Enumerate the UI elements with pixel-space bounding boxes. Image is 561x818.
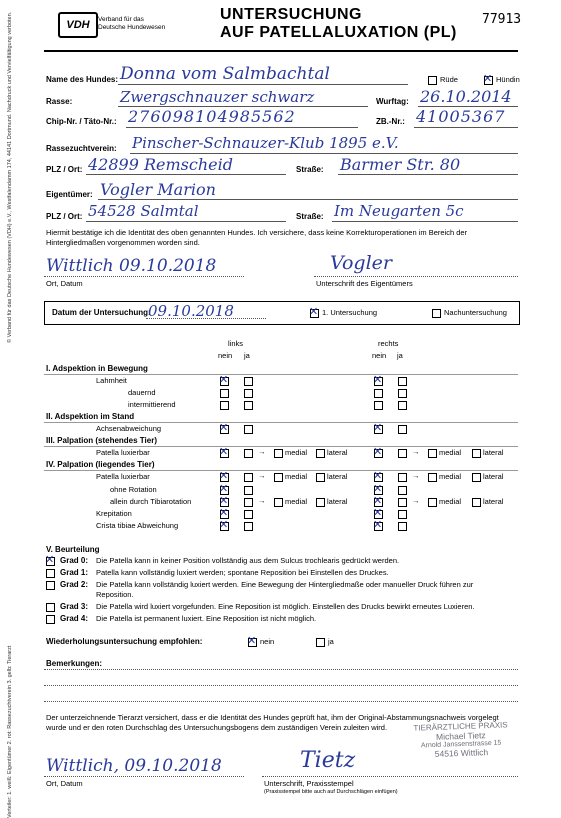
left-standing-medial-label: medial — [285, 448, 308, 457]
exam-date-line — [146, 318, 266, 319]
left-tibia-medial-checkbox[interactable] — [274, 498, 283, 507]
zb-line — [414, 127, 518, 128]
right-standing-lateral-label: lateral — [483, 448, 504, 457]
right-lying-arrow: → — [412, 471, 420, 480]
repeat-no-label: nein — [260, 637, 275, 646]
right-standing-lateral-checkbox[interactable] — [472, 449, 481, 458]
owner-signature-label: Unterschrift des Eigentümers — [316, 279, 413, 288]
right-lameness-no[interactable] — [374, 377, 383, 386]
left-tibia-lateral-label: lateral — [327, 497, 348, 506]
left-tibia-medial-label: medial — [285, 497, 308, 506]
grade-3-checkbox[interactable] — [46, 603, 55, 612]
owner-street-value: Im Neugarten 5c — [334, 202, 464, 220]
header-rule — [44, 50, 518, 52]
followup-label: Nachuntersuchung — [444, 308, 507, 317]
crista-label: Crista tibiae Abweichung — [96, 521, 179, 530]
litter-label: Wurftag: — [376, 97, 409, 106]
left-standing-lateral-checkbox[interactable] — [316, 449, 325, 458]
club-street-value: Barmer Str. 80 — [340, 155, 461, 174]
org-line1: Verband für das — [98, 16, 144, 23]
section-4-rule — [44, 470, 518, 471]
grade-2-text-2: Reposition. — [96, 590, 134, 599]
repeat-label: Wiederholungsuntersuchung empfohlen: — [46, 637, 203, 646]
grade-3-label: Grad 3: — [60, 602, 89, 611]
dog-name-value: Donna vom Salmbachtal — [120, 64, 330, 84]
male-label: Rüde — [440, 75, 458, 84]
permanent-label: dauernd — [128, 388, 156, 397]
right-patella-lying-no[interactable] — [374, 473, 383, 482]
female-label: Hündin — [496, 75, 520, 84]
grade-4-checkbox[interactable] — [46, 615, 55, 624]
vet-signature-label: Unterschrift, Praxisstempel — [264, 779, 354, 788]
left-lying-lateral-checkbox[interactable] — [316, 473, 325, 482]
right-lameness-yes[interactable] — [398, 377, 407, 386]
owner-declaration: Hiermit bestätige ich die Identität des oben genannten Hundes. Ich versichere, dass keine Korrekturoperationen im Bereich der Hintergliedmaßen vorgenommen worden sind. — [46, 228, 468, 247]
club-label: Rassezuchtverein: — [46, 144, 117, 153]
vet-signature-hint: (Praxisstempel bitte auch auf Durchschlägen einfügen) — [264, 789, 398, 795]
left-patella-lying-yes[interactable] — [244, 473, 253, 482]
left-standing-arrow: → — [258, 447, 266, 456]
exam-date-value: 09.10.2018 — [148, 302, 234, 320]
left-patella-standing-no[interactable] — [220, 449, 229, 458]
grade-4-text: Die Patella ist permanent luxiert. Eine Reposition ist nicht möglich. — [96, 614, 317, 623]
right-crista-no[interactable] — [374, 522, 383, 531]
practice-stamp — [397, 720, 524, 760]
vet-signature-line — [262, 776, 518, 777]
left-patella-lying-no[interactable] — [220, 473, 229, 482]
left-axis-no[interactable] — [220, 425, 229, 434]
stamp-line3: Arnold Janssenstrasse 15 — [420, 739, 502, 750]
left-crepitation-yes[interactable] — [244, 510, 253, 519]
side-distribution: Verteiler: 1. weiß: Eigentümer 2. rot: Rassezuchtverein 3. gelb: Tierarzt — [7, 645, 13, 818]
right-standing-arrow: → — [412, 447, 420, 456]
right-yes-header: ja — [397, 351, 403, 360]
grade-0-label: Grad 0: — [60, 556, 89, 565]
left-tibia-rotation-yes[interactable] — [244, 498, 253, 507]
right-tibia-medial-checkbox[interactable] — [428, 498, 437, 507]
grade-1-label: Grad 1: — [60, 568, 89, 577]
right-standing-medial-label: medial — [439, 448, 462, 457]
breed-label: Rasse: — [46, 97, 73, 106]
club-plz-label: PLZ / Ort: — [46, 165, 83, 174]
remarks-line-3 — [44, 701, 518, 702]
followup-checkbox[interactable] — [432, 309, 441, 318]
side-copyright: © Verband für das Deutsche Hundewesen (VDH) e.V., Westfalendamm 174, 44141 Dortmund. Nachdruck und Vervielfältigung verboten. — [7, 11, 13, 343]
owner-label: Eigentümer: — [46, 190, 93, 199]
right-permanent-yes[interactable] — [398, 389, 407, 398]
right-permanent-no[interactable] — [374, 389, 383, 398]
left-lameness-yes[interactable] — [244, 377, 253, 386]
remarks-label: Bemerkungen: — [46, 659, 103, 668]
left-no-rotation-yes[interactable] — [244, 486, 253, 495]
left-lying-medial-label: medial — [285, 472, 308, 481]
right-patella-lying-yes[interactable] — [398, 473, 407, 482]
left-crista-no[interactable] — [220, 522, 229, 531]
left-patella-standing-yes[interactable] — [244, 449, 253, 458]
owner-signature: Vogler — [330, 252, 392, 274]
right-column-header: rechts — [378, 339, 399, 348]
right-crista-yes[interactable] — [398, 522, 407, 531]
club-value: Pinscher-Schnauzer-Klub 1895 e.V. — [132, 134, 399, 152]
grade-2-label: Grad 2: — [60, 580, 89, 589]
vet-place-date-value: Wittlich, 09.10.2018 — [46, 756, 222, 776]
section-1-title: I. Adspektion in Bewegung — [46, 364, 148, 373]
left-standing-medial-checkbox[interactable] — [274, 449, 283, 458]
vet-place-date-line — [44, 776, 244, 777]
owner-plz-line — [86, 221, 286, 222]
page-title-line2: AUF PATELLALUXATION (PL) — [220, 24, 457, 41]
right-standing-medial-checkbox[interactable] — [428, 449, 437, 458]
right-patella-standing-no[interactable] — [374, 449, 383, 458]
right-tibia-arrow: → — [412, 496, 420, 505]
left-lameness-no[interactable] — [220, 377, 229, 386]
crepitation-label: Krepitation — [96, 509, 132, 518]
breed-value: Zwergschnauzer schwarz — [120, 88, 315, 106]
club-street-line — [338, 174, 518, 175]
left-standing-lateral-label: lateral — [327, 448, 348, 457]
right-lying-lateral-checkbox[interactable] — [472, 473, 481, 482]
owner-signature-line — [314, 276, 518, 277]
left-no-header: nein — [218, 351, 233, 360]
right-crepitation-yes[interactable] — [398, 510, 407, 519]
dog-name-label: Name des Hundes: — [46, 75, 119, 84]
chip-label: Chip-Nr. / Täto-Nr.: — [46, 117, 117, 126]
vet-signature: Tietz — [300, 748, 356, 773]
grade-2-text-1: Die Patella kann vollständig luxiert werden. Eine Bewegung der Hintergliedmaße oder manueller Druck führen zur — [96, 580, 474, 589]
no-rotation-label: ohne Rotation — [110, 485, 157, 494]
stamp-line4: 54516 Wittlich — [434, 747, 489, 759]
grade-0-text: Die Patella kann in keiner Position vollständig aus dem Sulcus trochlearis gedrückt werden. — [96, 556, 400, 565]
owner-place-date-value: Wittlich 09.10.2018 — [46, 256, 217, 276]
litter-value: 26.10.2014 — [420, 87, 512, 106]
grade-3-text: Die Patella wird luxiert vorgefunden. Eine Reposition ist möglich. Einstellen des Drucks bewirkt erneutes Luxieren. — [96, 602, 475, 611]
club-plz-line — [86, 174, 286, 175]
intermittent-label: intermittierend — [128, 400, 176, 409]
right-intermittent-no[interactable] — [374, 401, 383, 410]
left-permanent-no[interactable] — [220, 389, 229, 398]
left-column-header: links — [228, 339, 244, 348]
right-tibia-lateral-label: lateral — [483, 497, 504, 506]
owner-plz-label: PLZ / Ort: — [46, 212, 83, 221]
right-intermittent-yes[interactable] — [398, 401, 407, 410]
left-lying-lateral-label: lateral — [327, 472, 348, 481]
vdh-logo — [58, 12, 98, 38]
right-no-rotation-yes[interactable] — [398, 486, 407, 495]
exam-date-label: Datum der Untersuchung: — [52, 308, 151, 317]
section-3-title: III. Palpation (stehendes Tier) — [46, 436, 157, 445]
left-lying-medial-checkbox[interactable] — [274, 473, 283, 482]
vet-place-date-label: Ort, Datum — [46, 779, 83, 788]
grade-0-checkbox[interactable] — [46, 557, 55, 566]
section-2-rule — [44, 422, 518, 423]
club-line — [130, 153, 518, 154]
owner-street-line — [332, 221, 518, 222]
club-plz-value: 42899 Remscheid — [88, 155, 233, 174]
vet-statement: Der unterzeichnende Tierarzt versichert, dass er die Identität des Hundes geprüft hat, ihm der Original-Abstammungsnachweis vorgelegt wurde und er den roten Durchschlag des Untersuchungsbogens dem zuständigen Verein zuleiten wird. — [46, 713, 499, 732]
club-street-label: Straße: — [296, 165, 324, 174]
stamp-line2: Michael Tietz — [435, 730, 486, 742]
stamp-line1: TIERÄRZTLICHE PRAXIS — [413, 720, 508, 733]
assessment-title: V. Beurteilung — [46, 545, 100, 554]
owner-place-date-line — [44, 276, 244, 277]
section-2-title: II. Adspektion im Stand — [46, 412, 135, 421]
right-axis-yes[interactable] — [398, 425, 407, 434]
left-axis-yes[interactable] — [244, 425, 253, 434]
left-crista-yes[interactable] — [244, 522, 253, 531]
axis-deviation-label: Achsenabweichung — [96, 424, 162, 433]
owner-place-date-label: Ort, Datum — [46, 279, 83, 288]
chip-value: 276098104985562 — [128, 107, 296, 126]
doc-number: 77913 — [482, 12, 522, 27]
left-tibia-lateral-checkbox[interactable] — [316, 498, 325, 507]
lameness-label: Lahmheit — [96, 376, 127, 385]
logo-text: VDH — [66, 19, 90, 31]
owner-street-label: Straße: — [296, 212, 324, 221]
grade-2-checkbox[interactable] — [46, 581, 55, 590]
right-lying-medial-label: medial — [439, 472, 462, 481]
first-exam-checkbox[interactable] — [310, 309, 319, 318]
repeat-yes-label: ja — [328, 637, 334, 646]
chip-line — [126, 127, 358, 128]
remarks-line-2 — [44, 685, 518, 686]
section-1-rule — [44, 374, 518, 375]
right-axis-no[interactable] — [374, 425, 383, 434]
grade-4-label: Grad 4: — [60, 614, 89, 623]
owner-value: Vogler Marion — [100, 180, 216, 199]
grade-1-checkbox[interactable] — [46, 569, 55, 578]
left-lying-arrow: → — [258, 471, 266, 480]
org-line2: Deutsche Hundewesen — [98, 24, 166, 31]
male-checkbox[interactable] — [428, 76, 437, 85]
right-tibia-medial-label: medial — [439, 497, 462, 506]
repeat-no-checkbox[interactable] — [248, 638, 257, 647]
left-permanent-yes[interactable] — [244, 389, 253, 398]
left-intermittent-no[interactable] — [220, 401, 229, 410]
patella-lying-label: Patella luxierbar — [96, 472, 150, 481]
zb-label: ZB.-Nr.: — [376, 117, 405, 126]
first-exam-label: 1. Untersuchung — [322, 308, 378, 317]
remarks-line-1 — [44, 669, 518, 670]
patella-standing-label: Patella luxierbar — [96, 448, 150, 457]
section-3-rule — [44, 446, 518, 447]
female-checkbox[interactable] — [484, 76, 493, 85]
right-tibia-rotation-yes[interactable] — [398, 498, 407, 507]
right-lying-medial-checkbox[interactable] — [428, 473, 437, 482]
left-intermittent-yes[interactable] — [244, 401, 253, 410]
right-patella-standing-yes[interactable] — [398, 449, 407, 458]
right-lying-lateral-label: lateral — [483, 472, 504, 481]
repeat-yes-checkbox[interactable] — [316, 638, 325, 647]
left-tibia-arrow: → — [258, 496, 266, 505]
dog-name-line — [118, 84, 408, 85]
left-yes-header: ja — [244, 351, 250, 360]
page-title-line1: UNTERSUCHUNG — [220, 6, 362, 23]
owner-plz-value: 54528 Salmtal — [88, 202, 199, 220]
right-no-header: nein — [372, 351, 387, 360]
owner-line — [98, 199, 518, 200]
grade-1-text: Patella kann vollständig luxiert werden; spontane Reposition bei Einstellen des Druckes. — [96, 568, 389, 577]
tibia-rotation-label: allein durch Tibiarotation — [110, 497, 192, 506]
right-tibia-lateral-checkbox[interactable] — [472, 498, 481, 507]
zb-value: 41005367 — [416, 107, 506, 126]
section-4-title: IV. Palpation (liegendes Tier) — [46, 460, 155, 469]
